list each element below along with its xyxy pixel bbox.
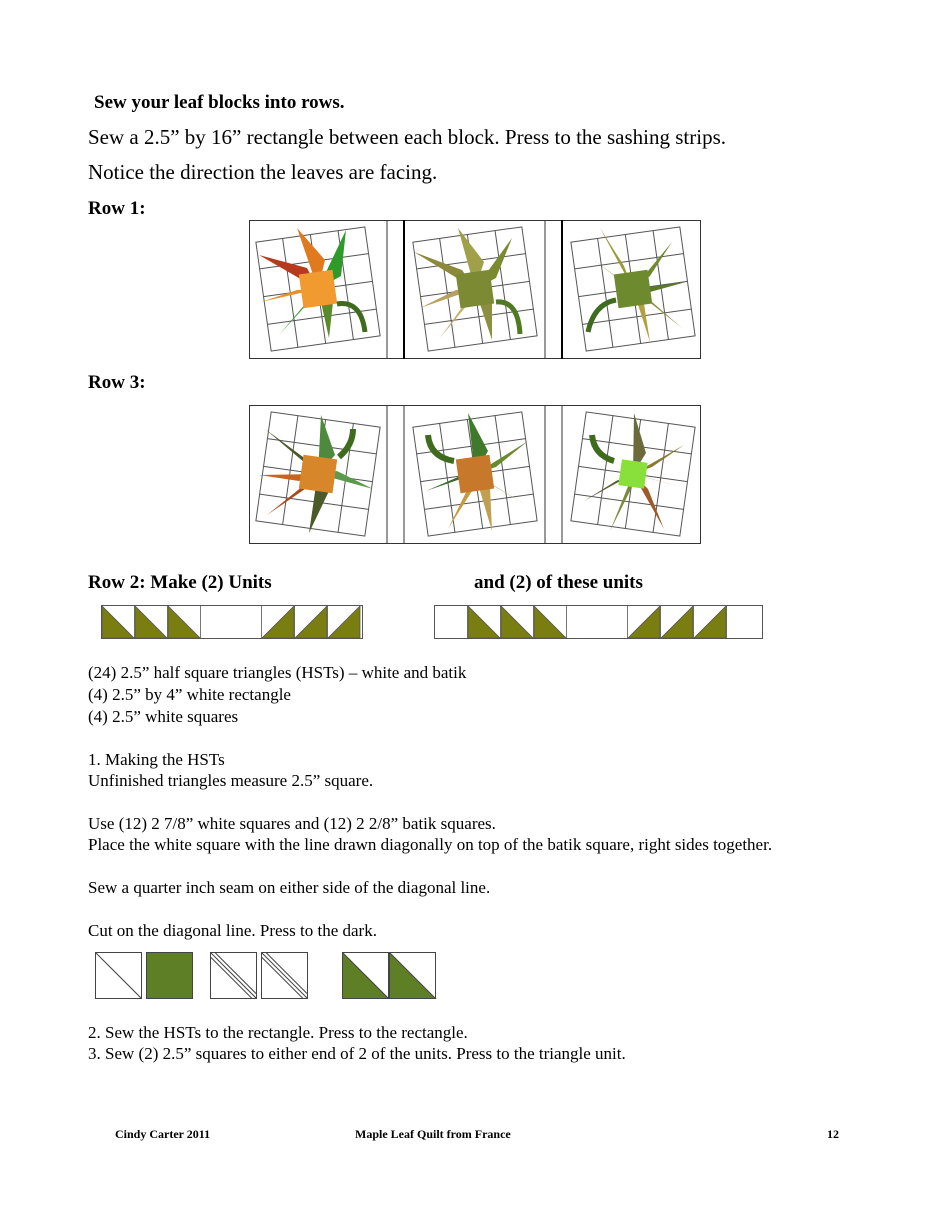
use-line-1: Use (12) 2 7/8” white squares and (12) 2 2/8” batik squares. [88, 814, 496, 833]
material-3: (4) 2.5” white squares [88, 707, 239, 726]
step-3: 3. Sew (2) 2.5” squares to either end of 2 of the units. Press to the triangle unit. [88, 1044, 626, 1063]
row2-label: Row 2: Make (2) Units [88, 572, 272, 593]
row3-quilt-image [249, 405, 701, 544]
material-2: (4) 2.5” by 4” white rectangle [88, 685, 291, 704]
footer-author: Cindy Carter 2011 [115, 1127, 211, 1141]
step-2: 2. Sew the HSTs to the rectangle. Press to the rectangle. [88, 1023, 468, 1042]
footer-page-number: 12 [827, 1127, 839, 1141]
intro-line-2: Notice the direction the leaves are facing. [88, 160, 438, 184]
step1-line: Unfinished triangles measure 2.5” square. [88, 771, 374, 790]
sew-line: Sew a quarter inch seam on either side of the diagonal line. [88, 878, 491, 897]
step1-title: 1. Making the HSTs [88, 750, 225, 769]
row2-label-b: and (2) of these units [474, 572, 643, 593]
section-heading: Sew your leaf blocks into rows. [94, 92, 345, 113]
footer-title: Maple Leaf Quilt from France [355, 1127, 511, 1141]
hst-diagram [95, 952, 437, 1000]
use-line-2: Place the white square with the line drawn diagonally on top of the batik square, right sides together. [88, 835, 773, 854]
row2-unit-a [101, 605, 363, 639]
material-1: (24) 2.5” half square triangles (HSTs) – white and batik [88, 663, 467, 682]
intro-line-1: Sew a 2.5” by 16” rectangle between each block. Press to the sashing strips. [88, 125, 726, 149]
row1-quilt-image [249, 220, 701, 359]
row3-label: Row 3: [88, 372, 146, 393]
row1-label: Row 1: [88, 198, 146, 219]
cut-line: Cut on the diagonal line. Press to the dark. [88, 921, 377, 940]
row2-unit-b [434, 605, 763, 639]
